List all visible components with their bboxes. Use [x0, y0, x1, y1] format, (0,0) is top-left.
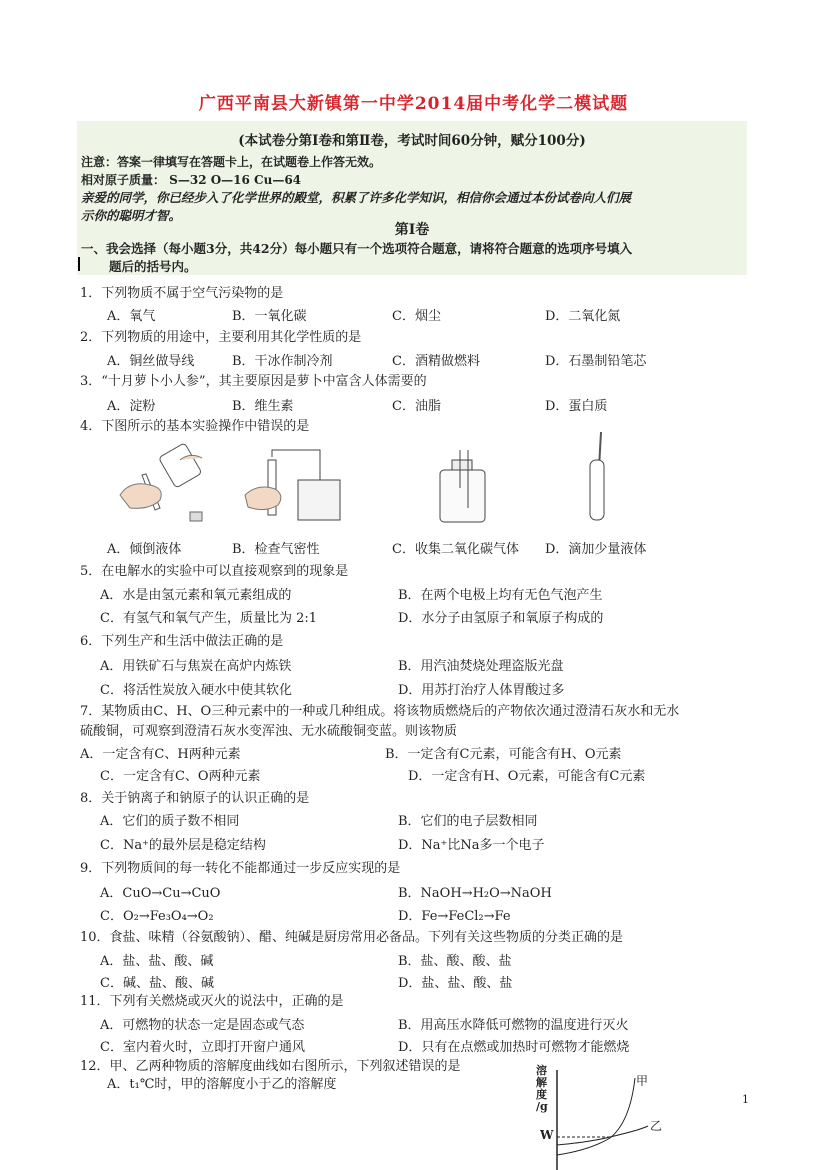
answer-option: D．滴加少量液体 — [545, 542, 647, 557]
graph-yi-label: 乙 — [650, 1119, 663, 1133]
greeting-line-1: 亲爱的同学，你已经步入了化学世界的殿堂，积累了许多化学知识，相信你会通过本份试卷向人们展 — [81, 190, 632, 205]
answer-option: B．检查气密性 — [232, 542, 320, 557]
question-text: 硫酸铜，可观察到澄清石灰水变浑浊、无水硫酸铜变蓝。则该物质 — [80, 724, 458, 739]
section-heading: 一、我会选择（每小题3分，共42分）每小题只有一个选项符合题意，请将符合题意的选项序号填入 — [81, 241, 633, 256]
answer-option: D．只有在点燃或加热时可燃物才能燃烧 — [398, 1040, 630, 1055]
answer-option: A．一定含有C、H两种元素 — [80, 747, 241, 762]
airtightness-figure — [240, 445, 350, 525]
graph-ylabel: 溶 解 度 /g — [536, 1064, 548, 1113]
answer-option: A．可燃物的状态一定是固态或气态 — [100, 1018, 305, 1033]
answer-option: C．烟尘 — [392, 309, 441, 324]
answer-option: B．一氧化碳 — [232, 309, 307, 324]
question-text: 3．“十月萝卜小人参”，其主要原因是萝卜中富含人体需要的 — [80, 374, 427, 389]
answer-option: B．维生素 — [232, 399, 294, 414]
answer-option: C．O₂→Fe₃O₄→O₂ — [100, 909, 214, 924]
answer-option: D．盐、盐、酸、盐 — [398, 976, 513, 991]
answer-option: B．NaOH→H₂O→NaOH — [398, 886, 552, 901]
answer-option: A．用铁矿石与焦炭在高炉内炼铁 — [100, 659, 292, 674]
answer-option: C．Na⁺的最外层是稳定结构 — [100, 838, 266, 853]
part-heading: 第Ⅰ卷 — [394, 222, 430, 238]
solubility-graph — [530, 1060, 670, 1170]
question-text: 5．在电解水的实验中可以直接观察到的现象是 — [80, 564, 349, 579]
question-text: 11．下列有关燃烧或灭火的说法中，正确的是 — [80, 994, 344, 1009]
answer-option: D．石墨制铅笔芯 — [545, 354, 647, 369]
pour-liquid-figure — [110, 440, 220, 525]
answer-option: A．它们的质子数不相同 — [100, 814, 240, 829]
answer-option: A．淀粉 — [107, 399, 156, 414]
notice-text: 注意：答案一律填写在答题卡上，在试题卷上作答无效。 — [81, 155, 382, 169]
question-text: 6．下列生产和生活中做法正确的是 — [80, 634, 284, 649]
answer-option: D．Fe→FeCl₂→Fe — [398, 909, 511, 924]
answer-option: A．铜丝做导线 — [107, 354, 195, 369]
answer-option: C．收集二氧化碳气体 — [392, 542, 519, 557]
exam-info: (本试卷分第Ⅰ卷和第Ⅱ卷，考试时间60分钟，赋分100分) — [238, 133, 586, 149]
answer-option: C．室内着火时，立即打开窗户通风 — [100, 1040, 305, 1055]
page-title: 广西平南县大新镇第一中学2014届中考化学二模试题 — [198, 94, 629, 114]
answer-option: A．氧气 — [107, 309, 156, 324]
answer-option: D．蛋白质 — [545, 399, 608, 414]
answer-option: D．水分子由氢原子和氧原子构成的 — [398, 611, 604, 626]
answer-option: B．盐、酸、酸、盐 — [398, 954, 512, 969]
dropper-figure — [578, 430, 618, 525]
answer-option: B．用高压水降低可燃物的温度进行灭火 — [398, 1018, 629, 1033]
page-number: 1 — [742, 1093, 749, 1106]
graph-jia-label: 甲 — [636, 1074, 649, 1088]
answer-option: C．有氢气和氧气产生，质量比为 2:1 — [100, 611, 318, 626]
answer-option: D．用苏打治疗人体胃酸过多 — [398, 683, 565, 698]
graph-w-label: W — [540, 1128, 554, 1142]
question-text: 9．下列物质间的每一转化不能都通过一步反应实现的是 — [80, 861, 401, 876]
answer-option: D．Na⁺比Na多一个电子 — [398, 838, 545, 853]
answer-option: B．用汽油焚烧处理盗版光盘 — [398, 659, 564, 674]
question-text: 1．下列物质不属于空气污染物的是 — [80, 286, 284, 301]
question-text: 12．甲、乙两种物质的溶解度曲线如右图所示，下列叙述错误的是 — [80, 1059, 461, 1074]
collect-co2-figure — [430, 448, 500, 526]
question-text: 4．下图所示的基本实验操作中错误的是 — [80, 419, 310, 434]
greeting-line-2: 示你的聪明才智。 — [81, 208, 182, 223]
answer-option: A．CuO→Cu→CuO — [100, 886, 221, 901]
instructions-banner — [77, 121, 747, 275]
answer-option: B．干冰作制冷剂 — [232, 354, 333, 369]
answer-option: A．水是由氢元素和氧元素组成的 — [100, 588, 292, 603]
question-text: 8．关于钠离子和钠原子的认识正确的是 — [80, 791, 310, 806]
answer-option: A．盐、盐、酸、碱 — [100, 954, 214, 969]
answer-option: C．将活性炭放入硬水中使其软化 — [100, 683, 292, 698]
question-text: 10．食盐、味精（谷氨酸钠）、醋、纯碱是厨房常用必备品。下列有关这些物质的分类正确的是 — [80, 930, 624, 945]
answer-option: B．它们的电子层数相同 — [398, 814, 538, 829]
text-cursor — [78, 257, 80, 271]
section-heading-cont: 题后的括号内。 — [109, 259, 197, 274]
answer-option: C．油脂 — [392, 399, 441, 414]
answer-option: C．碱、盐、酸、碱 — [100, 976, 214, 991]
answer-option: B．在两个电极上均有无色气泡产生 — [398, 588, 603, 603]
answer-option: B．一定含有C元素，可能含有H、O元素 — [385, 747, 622, 762]
question-text: 2．下列物质的用途中，主要利用其化学性质的是 — [80, 330, 362, 345]
answer-option: D．二氧化氮 — [545, 309, 621, 324]
answer-option: D．一定含有H、O元素，可能含有C元素 — [408, 769, 646, 784]
answer-option: A．倾倒液体 — [107, 542, 182, 557]
question-text: 7．某物质由C、H、O三种元素中的一种或几种组成。将该物质燃烧后的产物依次通过澄清石灰水和无水 — [80, 704, 680, 719]
answer-option: C．酒精做燃料 — [392, 354, 480, 369]
question-text: A．t₁℃时，甲的溶解度小于乙的溶解度 — [107, 1077, 337, 1092]
atomic-mass-text: 相对原子质量： S—32 O—16 Cu—64 — [81, 173, 302, 187]
answer-option: C．一定含有C、O两种元素 — [100, 769, 261, 784]
